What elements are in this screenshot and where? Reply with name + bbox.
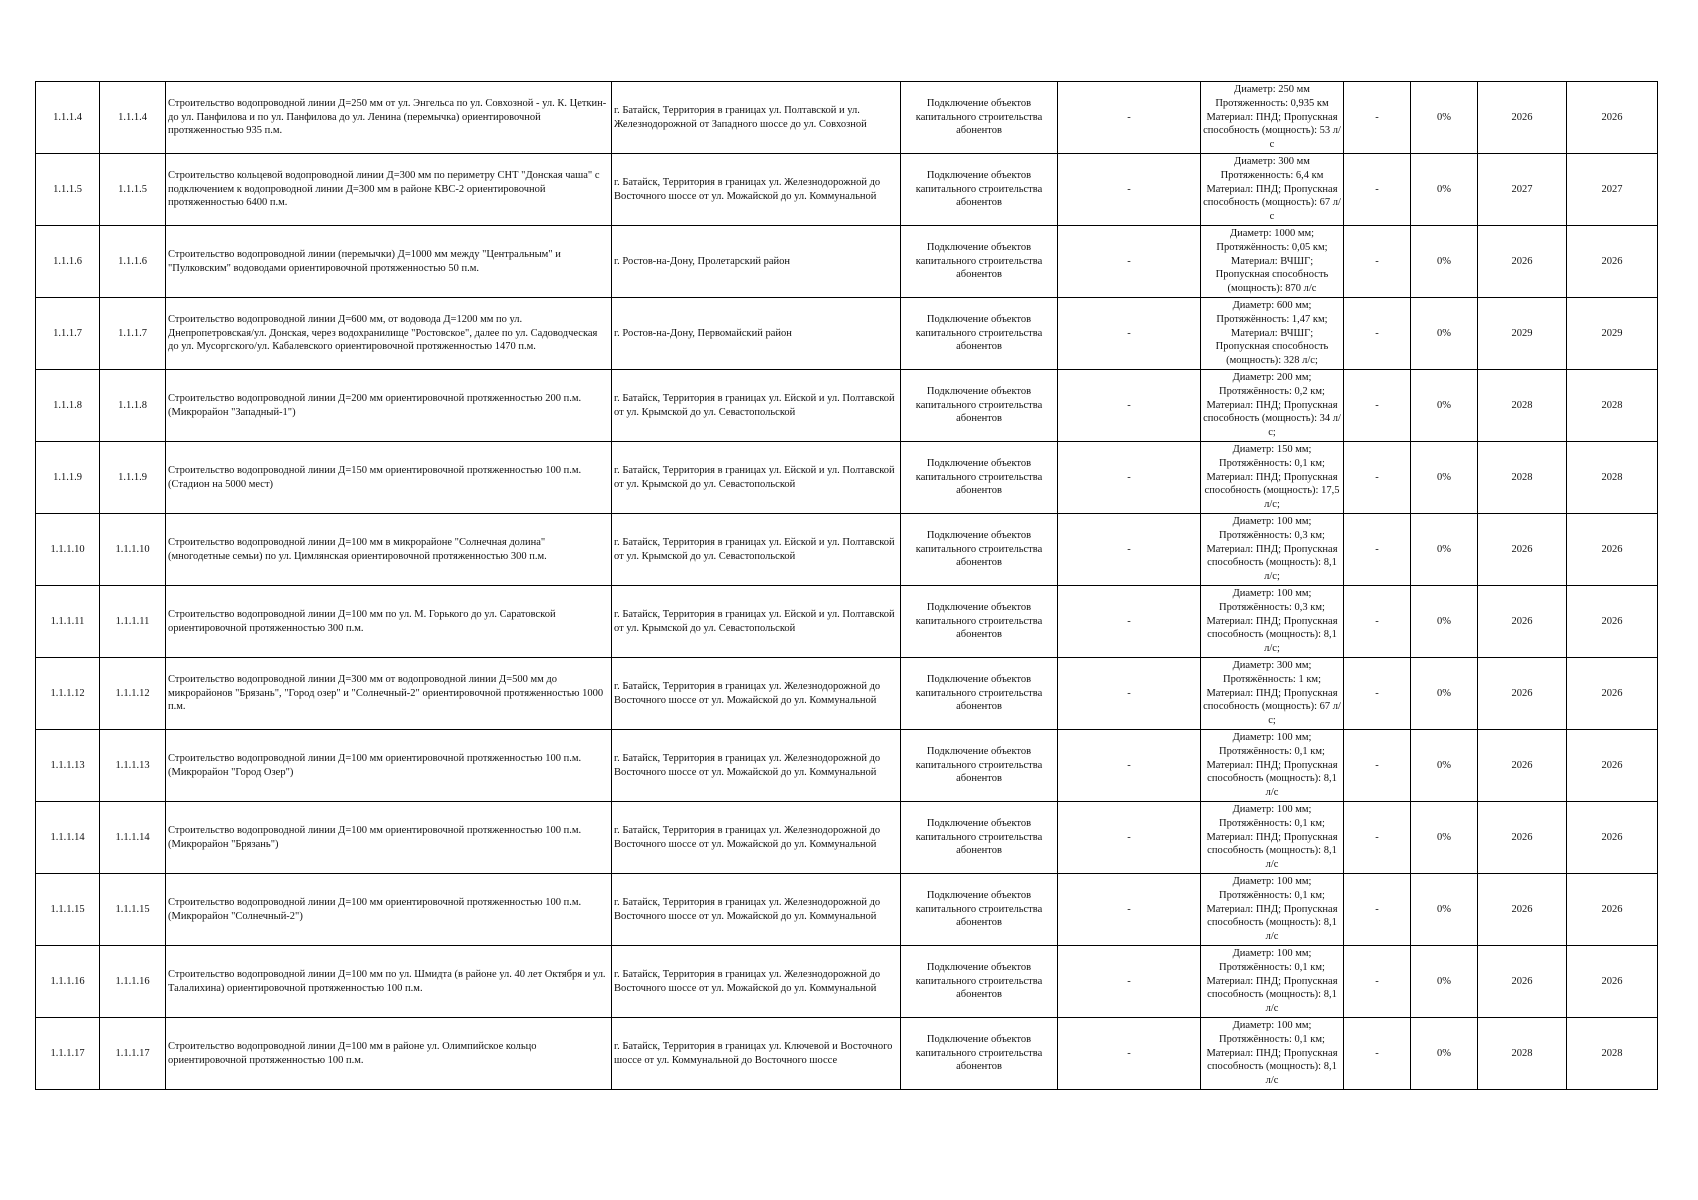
location-cell: г. Ростов-на-Дону, Пролетарский район xyxy=(612,226,901,298)
location-cell: г. Ростов-на-Дону, Первомайский район xyxy=(612,298,901,370)
row-number-cell: 1.1.1.13 xyxy=(36,730,100,802)
row-number-cell: 1.1.1.16 xyxy=(36,946,100,1018)
empty-value-cell: - xyxy=(1058,82,1201,154)
empty-value-cell: - xyxy=(1344,298,1411,370)
empty-value-cell: - xyxy=(1058,442,1201,514)
start-year-cell: 2026 xyxy=(1478,874,1567,946)
purpose-cell: Подключение объектов капитального строительства абонентов xyxy=(901,586,1058,658)
empty-value-cell: - xyxy=(1344,586,1411,658)
investment-program-table xyxy=(35,81,1658,1090)
description-cell: Строительство кольцевой водопроводной линии Д=300 мм по периметру СНТ "Донская чаша" с подключением к водопроводной линии Д=300 мм в районе КВС-2 ориентировочной протяженностью 6400 п.м. xyxy=(166,154,612,226)
end-year-cell: 2029 xyxy=(1567,298,1658,370)
completion-percent-cell: 0% xyxy=(1411,442,1478,514)
table-row xyxy=(36,658,1658,730)
table-row xyxy=(36,946,1658,1018)
description-cell: Строительство водопроводной линии Д=100 мм ориентировочной протяженностью 100 п.м. (Микрорайон "Солнечный-2") xyxy=(166,874,612,946)
end-year-cell: 2026 xyxy=(1567,514,1658,586)
empty-value-cell: - xyxy=(1058,298,1201,370)
purpose-cell: Подключение объектов капитального строительства абонентов xyxy=(901,730,1058,802)
completion-percent-cell: 0% xyxy=(1411,370,1478,442)
item-number-cell: 1.1.1.13 xyxy=(100,730,166,802)
technical-parameters-cell: Диаметр: 600 мм; Протяжённость: 1,47 км; Материал: ВЧШГ; Пропускная способность (мощность): 328 л/с; xyxy=(1201,298,1344,370)
end-year-cell: 2026 xyxy=(1567,874,1658,946)
empty-value-cell: - xyxy=(1344,730,1411,802)
start-year-cell: 2026 xyxy=(1478,730,1567,802)
empty-value-cell: - xyxy=(1058,658,1201,730)
technical-parameters-cell: Диаметр: 1000 мм; Протяжённость: 0,05 км; Материал: ВЧШГ; Пропускная способность (мощность): 870 л/с xyxy=(1201,226,1344,298)
empty-value-cell: - xyxy=(1344,658,1411,730)
table-row xyxy=(36,802,1658,874)
item-number-cell: 1.1.1.10 xyxy=(100,514,166,586)
row-number-cell: 1.1.1.11 xyxy=(36,586,100,658)
completion-percent-cell: 0% xyxy=(1411,514,1478,586)
location-cell: г. Батайск, Территория в границах ул. Железнодорожной до Восточного шоссе от ул. Можайской до ул. Коммунальной xyxy=(612,874,901,946)
item-number-cell: 1.1.1.15 xyxy=(100,874,166,946)
description-cell: Строительство водопроводной линии (перемычки) Д=1000 мм между "Центральным" и "Пулковским" водоводами ориентировочной протяженностью 50 п.м. xyxy=(166,226,612,298)
row-number-cell: 1.1.1.12 xyxy=(36,658,100,730)
empty-value-cell: - xyxy=(1058,586,1201,658)
location-cell: г. Батайск, Территория в границах ул. Ейской и ул. Полтавской от ул. Крымской до ул. Севастопольской xyxy=(612,514,901,586)
table-row xyxy=(36,154,1658,226)
description-cell: Строительство водопроводной линии Д=100 мм ориентировочной протяженностью 100 п.м. (Микрорайон "Брязань") xyxy=(166,802,612,874)
purpose-cell: Подключение объектов капитального строительства абонентов xyxy=(901,658,1058,730)
row-number-cell: 1.1.1.8 xyxy=(36,370,100,442)
end-year-cell: 2026 xyxy=(1567,586,1658,658)
completion-percent-cell: 0% xyxy=(1411,730,1478,802)
purpose-cell: Подключение объектов капитального строительства абонентов xyxy=(901,1018,1058,1090)
purpose-cell: Подключение объектов капитального строительства абонентов xyxy=(901,802,1058,874)
technical-parameters-cell: Диаметр: 150 мм; Протяжённость: 0,1 км; Материал: ПНД; Пропускная способность (мощность): 17,5 л/с; xyxy=(1201,442,1344,514)
table-row xyxy=(36,226,1658,298)
row-number-cell: 1.1.1.5 xyxy=(36,154,100,226)
purpose-cell: Подключение объектов капитального строительства абонентов xyxy=(901,226,1058,298)
completion-percent-cell: 0% xyxy=(1411,802,1478,874)
empty-value-cell: - xyxy=(1058,946,1201,1018)
end-year-cell: 2026 xyxy=(1567,658,1658,730)
description-cell: Строительство водопроводной линии Д=250 мм от ул. Энгельса по ул. Совхозной - ул. К. Цеткин- до ул. Панфилова и по ул. Панфилова до ул. Ленина (перемычка) ориентировочной протяженностью 935 п.м. xyxy=(166,82,612,154)
table-row xyxy=(36,82,1658,154)
empty-value-cell: - xyxy=(1344,946,1411,1018)
item-number-cell: 1.1.1.6 xyxy=(100,226,166,298)
end-year-cell: 2026 xyxy=(1567,946,1658,1018)
start-year-cell: 2026 xyxy=(1478,802,1567,874)
description-cell: Строительство водопроводной линии Д=200 мм ориентировочной протяженностью 200 п.м. (Микрорайон "Западный-1") xyxy=(166,370,612,442)
empty-value-cell: - xyxy=(1058,514,1201,586)
completion-percent-cell: 0% xyxy=(1411,226,1478,298)
row-number-cell: 1.1.1.14 xyxy=(36,802,100,874)
purpose-cell: Подключение объектов капитального строительства абонентов xyxy=(901,298,1058,370)
item-number-cell: 1.1.1.17 xyxy=(100,1018,166,1090)
technical-parameters-cell: Диаметр: 250 мм Протяженность: 0,935 км Материал: ПНД; Пропускная способность (мощность): 53 л/с xyxy=(1201,82,1344,154)
purpose-cell: Подключение объектов капитального строительства абонентов xyxy=(901,946,1058,1018)
end-year-cell: 2026 xyxy=(1567,226,1658,298)
empty-value-cell: - xyxy=(1058,226,1201,298)
completion-percent-cell: 0% xyxy=(1411,298,1478,370)
purpose-cell: Подключение объектов капитального строительства абонентов xyxy=(901,154,1058,226)
start-year-cell: 2028 xyxy=(1478,442,1567,514)
table-row xyxy=(36,298,1658,370)
item-number-cell: 1.1.1.12 xyxy=(100,658,166,730)
start-year-cell: 2029 xyxy=(1478,298,1567,370)
empty-value-cell: - xyxy=(1058,370,1201,442)
completion-percent-cell: 0% xyxy=(1411,82,1478,154)
technical-parameters-cell: Диаметр: 100 мм; Протяжённость: 0,1 км; Материал: ПНД; Пропускная способность (мощность): 8,1 л/с xyxy=(1201,730,1344,802)
location-cell: г. Батайск, Территория в границах ул. Железнодорожной до Восточного шоссе от ул. Можайской до ул. Коммунальной xyxy=(612,658,901,730)
technical-parameters-cell: Диаметр: 100 мм; Протяжённость: 0,1 км; Материал: ПНД; Пропускная способность (мощность): 8,1 л/с xyxy=(1201,946,1344,1018)
table-row xyxy=(36,586,1658,658)
completion-percent-cell: 0% xyxy=(1411,154,1478,226)
end-year-cell: 2027 xyxy=(1567,154,1658,226)
row-number-cell: 1.1.1.6 xyxy=(36,226,100,298)
description-cell: Строительство водопроводной линии Д=100 мм ориентировочной протяженностью 100 п.м. (Микрорайон "Город Озер") xyxy=(166,730,612,802)
technical-parameters-cell: Диаметр: 200 мм; Протяжённость: 0,2 км; Материал: ПНД; Пропускная способность (мощность): 34 л/с; xyxy=(1201,370,1344,442)
empty-value-cell: - xyxy=(1058,802,1201,874)
empty-value-cell: - xyxy=(1344,82,1411,154)
empty-value-cell: - xyxy=(1344,370,1411,442)
item-number-cell: 1.1.1.14 xyxy=(100,802,166,874)
description-cell: Строительство водопроводной линии Д=150 мм ориентировочной протяженностью 100 п.м. (Стадион на 5000 мест) xyxy=(166,442,612,514)
empty-value-cell: - xyxy=(1344,874,1411,946)
description-cell: Строительство водопроводной линии Д=300 мм от водопроводной линии Д=500 мм до микрорайонов "Брязань", "Город озер" и "Солнечный-2" ориентировочной протяженностью 1000 п.м. xyxy=(166,658,612,730)
purpose-cell: Подключение объектов капитального строительства абонентов xyxy=(901,442,1058,514)
end-year-cell: 2028 xyxy=(1567,442,1658,514)
purpose-cell: Подключение объектов капитального строительства абонентов xyxy=(901,370,1058,442)
row-number-cell: 1.1.1.7 xyxy=(36,298,100,370)
technical-parameters-cell: Диаметр: 100 мм; Протяжённость: 0,1 км; Материал: ПНД; Пропускная способность (мощность): 8,1 л/с xyxy=(1201,874,1344,946)
location-cell: г. Батайск, Территория в границах ул. Железнодорожной до Восточного шоссе от ул. Можайской до ул. Коммунальной xyxy=(612,946,901,1018)
purpose-cell: Подключение объектов капитального строительства абонентов xyxy=(901,514,1058,586)
start-year-cell: 2026 xyxy=(1478,658,1567,730)
end-year-cell: 2026 xyxy=(1567,82,1658,154)
end-year-cell: 2028 xyxy=(1567,1018,1658,1090)
description-cell: Строительство водопроводной линии Д=100 мм в районе ул. Олимпийское кольцо ориентировочной протяженностью 100 п.м. xyxy=(166,1018,612,1090)
location-cell: г. Батайск, Территория в границах ул. Ключевой и Восточного шоссе от ул. Коммунальной до Восточного шоссе xyxy=(612,1018,901,1090)
empty-value-cell: - xyxy=(1344,226,1411,298)
technical-parameters-cell: Диаметр: 100 мм; Протяжённость: 0,3 км; Материал: ПНД; Пропускная способность (мощность): 8,1 л/с; xyxy=(1201,586,1344,658)
table-row xyxy=(36,874,1658,946)
table-body xyxy=(36,82,1658,1090)
location-cell: г. Батайск, Территория в границах ул. Железнодорожной до Восточного шоссе от ул. Можайской до ул. Коммунальной xyxy=(612,802,901,874)
end-year-cell: 2026 xyxy=(1567,802,1658,874)
empty-value-cell: - xyxy=(1058,874,1201,946)
empty-value-cell: - xyxy=(1344,442,1411,514)
item-number-cell: 1.1.1.4 xyxy=(100,82,166,154)
technical-parameters-cell: Диаметр: 100 мм; Протяжённость: 0,3 км; Материал: ПНД; Пропускная способность (мощность): 8,1 л/с; xyxy=(1201,514,1344,586)
completion-percent-cell: 0% xyxy=(1411,946,1478,1018)
technical-parameters-cell: Диаметр: 100 мм; Протяжённость: 0,1 км; Материал: ПНД; Пропускная способность (мощность): 8,1 л/с xyxy=(1201,1018,1344,1090)
completion-percent-cell: 0% xyxy=(1411,658,1478,730)
empty-value-cell: - xyxy=(1344,154,1411,226)
purpose-cell: Подключение объектов капитального строительства абонентов xyxy=(901,82,1058,154)
item-number-cell: 1.1.1.9 xyxy=(100,442,166,514)
table-row xyxy=(36,1018,1658,1090)
start-year-cell: 2028 xyxy=(1478,370,1567,442)
start-year-cell: 2028 xyxy=(1478,1018,1567,1090)
item-number-cell: 1.1.1.7 xyxy=(100,298,166,370)
technical-parameters-cell: Диаметр: 300 мм; Протяжённость: 1 км; Материал: ПНД; Пропускная способность (мощность): 67 л/с; xyxy=(1201,658,1344,730)
item-number-cell: 1.1.1.11 xyxy=(100,586,166,658)
description-cell: Строительство водопроводной линии Д=600 мм, от водовода Д=1200 мм по ул. Днепропетровская/ул. Донская, через водохранилище "Ростовское", далее по ул. Садоводческая до ул. Мусоргского/ул. Кабалевского ориентировочной протяженностью 1470 п.м. xyxy=(166,298,612,370)
start-year-cell: 2026 xyxy=(1478,586,1567,658)
start-year-cell: 2026 xyxy=(1478,226,1567,298)
empty-value-cell: - xyxy=(1058,1018,1201,1090)
table-row xyxy=(36,442,1658,514)
completion-percent-cell: 0% xyxy=(1411,586,1478,658)
table-row xyxy=(36,730,1658,802)
technical-parameters-cell: Диаметр: 300 мм Протяженность: 6,4 км Материал: ПНД; Пропускная способность (мощность): 67 л/с xyxy=(1201,154,1344,226)
start-year-cell: 2027 xyxy=(1478,154,1567,226)
empty-value-cell: - xyxy=(1344,514,1411,586)
table-row xyxy=(36,514,1658,586)
empty-value-cell: - xyxy=(1344,1018,1411,1090)
empty-value-cell: - xyxy=(1344,802,1411,874)
location-cell: г. Батайск, Территория в границах ул. Ейской и ул. Полтавской от ул. Крымской до ул. Севастопольской xyxy=(612,370,901,442)
row-number-cell: 1.1.1.17 xyxy=(36,1018,100,1090)
location-cell: г. Батайск, Территория в границах ул. Железнодорожной до Восточного шоссе от ул. Можайской до ул. Коммунальной xyxy=(612,154,901,226)
item-number-cell: 1.1.1.8 xyxy=(100,370,166,442)
empty-value-cell: - xyxy=(1058,154,1201,226)
description-cell: Строительство водопроводной линии Д=100 мм по ул. М. Горького до ул. Саратовской ориентировочной протяженностью 300 п.м. xyxy=(166,586,612,658)
location-cell: г. Батайск, Территория в границах ул. Железнодорожной до Восточного шоссе от ул. Можайской до ул. Коммунальной xyxy=(612,730,901,802)
item-number-cell: 1.1.1.16 xyxy=(100,946,166,1018)
description-cell: Строительство водопроводной линии Д=100 мм по ул. Шмидта (в районе ул. 40 лет Октября и ул. Талалихина) ориентировочной протяженностью 100 п.м. xyxy=(166,946,612,1018)
start-year-cell: 2026 xyxy=(1478,946,1567,1018)
empty-value-cell: - xyxy=(1058,730,1201,802)
completion-percent-cell: 0% xyxy=(1411,1018,1478,1090)
start-year-cell: 2026 xyxy=(1478,514,1567,586)
table-row xyxy=(36,370,1658,442)
purpose-cell: Подключение объектов капитального строительства абонентов xyxy=(901,874,1058,946)
location-cell: г. Батайск, Территория в границах ул. Полтавской и ул. Железнодорожной от Западного шоссе до ул. Совхозной xyxy=(612,82,901,154)
technical-parameters-cell: Диаметр: 100 мм; Протяжённость: 0,1 км; Материал: ПНД; Пропускная способность (мощность): 8,1 л/с xyxy=(1201,802,1344,874)
row-number-cell: 1.1.1.10 xyxy=(36,514,100,586)
item-number-cell: 1.1.1.5 xyxy=(100,154,166,226)
description-cell: Строительство водопроводной линии Д=100 мм в микрорайоне "Солнечная долина" (многодетные семьи) по ул. Цимлянская ориентировочной протяженностью 300 п.м. xyxy=(166,514,612,586)
location-cell: г. Батайск, Территория в границах ул. Ейской и ул. Полтавской от ул. Крымской до ул. Севастопольской xyxy=(612,586,901,658)
row-number-cell: 1.1.1.4 xyxy=(36,82,100,154)
end-year-cell: 2028 xyxy=(1567,370,1658,442)
row-number-cell: 1.1.1.9 xyxy=(36,442,100,514)
start-year-cell: 2026 xyxy=(1478,82,1567,154)
completion-percent-cell: 0% xyxy=(1411,874,1478,946)
location-cell: г. Батайск, Территория в границах ул. Ейской и ул. Полтавской от ул. Крымской до ул. Севастопольской xyxy=(612,442,901,514)
row-number-cell: 1.1.1.15 xyxy=(36,874,100,946)
end-year-cell: 2026 xyxy=(1567,730,1658,802)
